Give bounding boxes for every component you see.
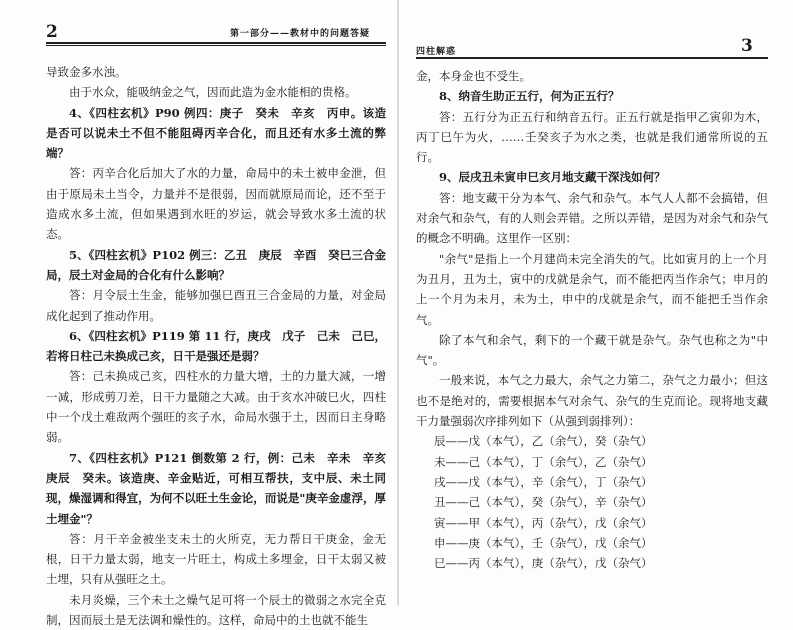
- right-page: [398, 0, 793, 605]
- text-paragraph: "余气"是指上一个月建尚未完全消失的气。比如寅月的上一个月为丑月，丑为土，寅中的戊就是余气，而不能把丙当作余气；申月的上一个月为未月，未为土，申中的戊就是余气，而不能把壬当作余气。: [416, 251, 768, 327]
- branch-line: 戌——戊（本气），辛（余气），丁（杂气）: [434, 474, 653, 489]
- text-paragraph: 除了本气和余气，剩下的一个藏干就是杂气。杂气也称之为"中气"。: [416, 332, 768, 368]
- question-7: 7、《四柱玄机》P121 倒数第 2 行，例：己未 辛未 辛亥 庚辰 癸未。该造庚、辛金贴近，可相互帮扶，支中辰、未土同现，燥湿调和得宜，为何不以旺土生金论，而说是"庚辛金虚浮，厚土埋金"？: [46, 450, 398, 526]
- text-paragraph: 未月炎燥，三个未土之燥气足可将一个辰土的微弱之水完全克制，因而辰土是无法调和燥性的。这样，命局中的土也就不能生: [46, 592, 386, 628]
- question-9: 9、辰戌丑未寅申巳亥月地支藏干深浅如何？: [439, 170, 666, 185]
- running-header: 四柱解惑: [416, 47, 457, 57]
- answer-6: 答：己未换成己亥，四柱水的力量大增，土的力量大减，一增一减，形成剪刀差，日干力量随之大减。由于亥水冲破巳火，四柱中一个戊土难敌两个强旺的亥子水，命局水强于土，因而日主身略弱。: [46, 369, 386, 445]
- branch-line: 申——庚（本气），壬（杂气），戊（余气）: [434, 535, 653, 550]
- answer-9: 答：地支藏干分为本气、余气和杂气。本气人人都不会搞错，但对余气和杂气，有的人则会弄错。之所以弄错，是因为对余气和杂气的概念不明确。这里作一区别：: [416, 190, 768, 246]
- page-number: 3: [741, 36, 753, 56]
- branch-line: 丑——己（本气），癸（杂气），辛（杂气）: [434, 495, 653, 510]
- header-rule: [416, 57, 768, 59]
- question-5: 5、《四柱玄机》P102 例三：乙丑 庚辰 辛酉 癸巳三合金局，辰土对金局的合化有什么影响？: [46, 247, 386, 282]
- answer-7: 答：月干辛金被坐支未土的火所克，无力帮日干庚金，金无根，日干力量太弱，地支一片旺土，构成土多埋金，日干太弱又被土埋，只有从强旺之土。: [46, 531, 386, 587]
- header-rule-thin: [46, 45, 386, 46]
- page-body: [416, 66, 768, 573]
- running-header: 第一部分——教材中的问题答疑: [230, 29, 371, 39]
- question-6: 6、《四柱玄机》P119 第 11 行，庚戌 戊子 己未 己巳，若将日柱己未换成己亥，日干是强还是弱？: [46, 328, 386, 364]
- text-paragraph: 一般来说，本气之力最大，余气之力第二，杂气之力最小；但这也不是绝对的，需要根据本气对余气、杂气的生克而论。现将地支藏干力量强弱次序排列如下（从强到弱排列）：: [416, 373, 768, 429]
- header-rule: [46, 42, 386, 44]
- branch-line: 巳——丙（本气），庚（杂气），戊（杂气）: [434, 556, 653, 571]
- text-paragraph: 金，本身金也不受生。: [416, 69, 531, 83]
- branch-line: 寅——甲（本气），丙（杂气），戊（余气）: [434, 515, 653, 530]
- answer-8: 答：五行分为正五行和纳音五行。正五行就是指甲乙寅卯为木，丙丁巳午为火，……壬癸亥子为水之类，也就是我们通常所说的五行。: [416, 109, 768, 165]
- question-4: 4、《四柱玄机》P90 例四：庚子 癸未 辛亥 丙申。该造是否可以说未土不但不能阻碍丙辛合化，而且还有水多土流的弊端？: [46, 105, 386, 161]
- text-paragraph: 导致金多水浊。: [46, 65, 127, 79]
- question-8: 8、纳音生助正五行，何为正五行？: [439, 89, 620, 104]
- branch-line: 未——己（本气），丁（余气），乙（杂气）: [434, 454, 653, 469]
- branch-line: 辰——戊（本气），乙（余气），癸（杂气）: [434, 434, 653, 449]
- answer-5: 答：月令辰土生金，能够加强巳酉丑三合金局的力量，对金局成化起到了推动作用。: [46, 288, 386, 323]
- page-body: [46, 62, 398, 630]
- text-paragraph: 由于水众，能吸纳金之气，因而此造为金水能相的贵格。: [69, 85, 357, 100]
- answer-4: 答：丙辛合化后加大了水的力量，命局中的未土被申金泄，但由于原局未土当令，力量并不是很弱，因而就原局而论，还不至于造成水多土流，但如果遇到水旺的岁运，就会导致水多土流的状态。: [46, 166, 386, 242]
- page-number: 2: [46, 22, 58, 42]
